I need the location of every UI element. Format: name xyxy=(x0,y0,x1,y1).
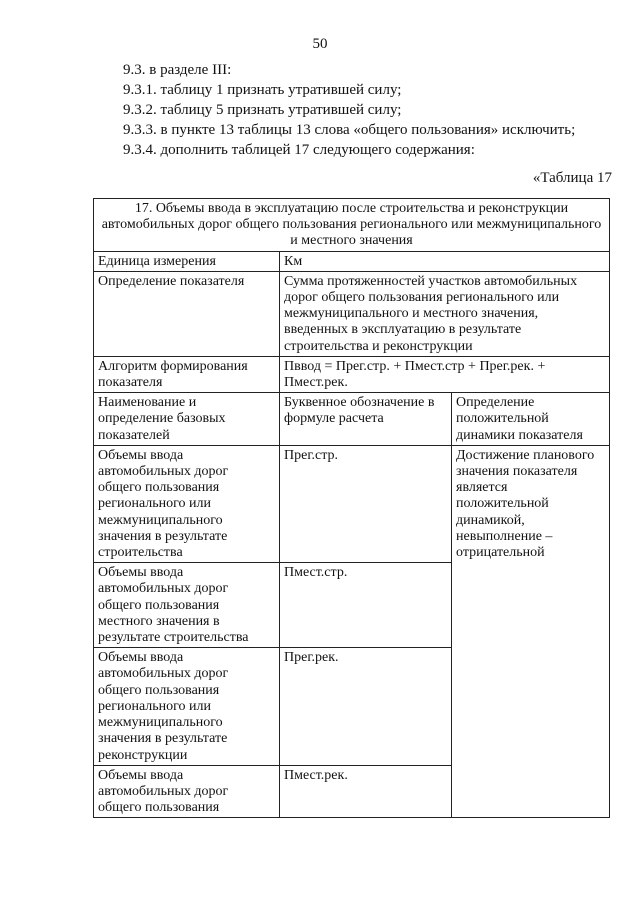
indicator-symbol: Прег.стр. xyxy=(280,445,452,562)
intro-line: 9.3.3. в пункте 13 таблицы 13 слова «общего пользования» исключить; xyxy=(123,122,576,138)
header-symbol: Буквенное обозначение в формуле расчета xyxy=(280,393,452,446)
indicator-symbol: Пмест.стр. xyxy=(280,563,452,648)
table-title: 17. Объемы ввода в эксплуатацию после строительства и реконструкции автомобильных дорог общего пользования регионального или межмуниципального и местного значения xyxy=(94,199,610,252)
algorithm-label: Алгоритм формирования показателя xyxy=(94,356,280,392)
unit-row xyxy=(94,251,610,271)
unit-value: Км xyxy=(280,251,610,271)
algorithm-row xyxy=(94,356,610,392)
dynamics-definition: Достижение планового значения показателя является положительной динамикой, невыполнение – отрицательной xyxy=(452,445,610,817)
indicator-name: Объемы ввода автомобильных дорог общего пользования регионального или межмуниципального значения в результате реконструкции xyxy=(94,648,280,765)
algorithm-formula: Пввод = Прег.стр. + Пмест.стр + Прег.рек. + Пмест.рек. xyxy=(280,356,610,392)
indicator-symbol: Прег.рек. xyxy=(280,648,452,765)
table-title-row xyxy=(94,199,610,252)
unit-label: Единица измерения xyxy=(94,251,280,271)
intro-line: 9.3. в разделе III: xyxy=(123,62,232,78)
intro-line: 9.3.2. таблицу 5 признать утратившей силу; xyxy=(123,102,402,118)
indicator-name: Объемы ввода автомобильных дорог общего пользования местного значения в результате строительства xyxy=(94,563,280,648)
header-dynamics: Определение положительной динамики показателя xyxy=(452,393,610,446)
definition-value: Сумма протяженностей участков автомобильных дорог общего пользования регионального или межмуниципального и местного значения, введенных в эксплуатацию в результате строительства и реконструкции xyxy=(280,271,610,356)
indicator-name: Объемы ввода автомобильных дорог общего пользования xyxy=(94,765,280,818)
base-indicators-header-row xyxy=(94,393,610,446)
header-name: Наименование и определение базовых показателей xyxy=(94,393,280,446)
definition-label: Определение показателя xyxy=(94,271,280,356)
indicator-symbol: Пмест.рек. xyxy=(280,765,452,818)
intro-paragraphs xyxy=(123,60,575,160)
intro-line: 9.3.1. таблицу 1 признать утратившей силу; xyxy=(123,82,402,98)
indicator-name: Объемы ввода автомобильных дорог общего пользования регионального или межмуниципального значения в результате строительства xyxy=(94,445,280,562)
page-number: 50 xyxy=(312,36,328,52)
definition-row xyxy=(94,271,610,356)
intro-line: 9.3.4. дополнить таблицей 17 следующего содержания: xyxy=(123,142,475,158)
table-row xyxy=(94,445,610,562)
table-caption: «Таблица 17 xyxy=(532,170,612,186)
indicator-table xyxy=(93,198,610,818)
